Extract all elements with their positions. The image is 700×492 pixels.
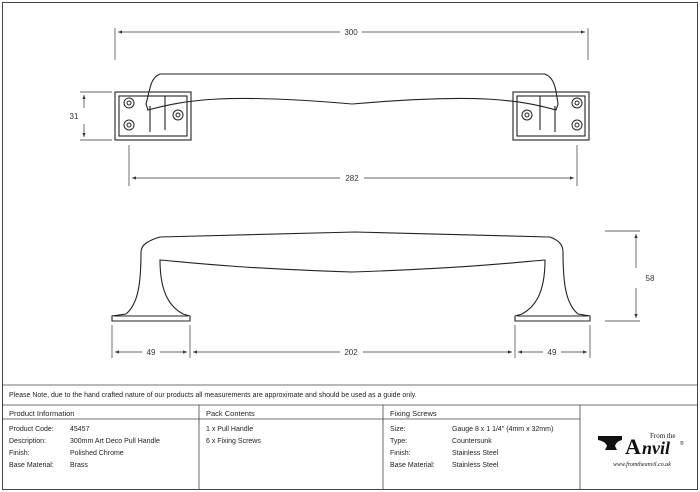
screw-material-label: Base Material: [390,462,435,469]
right-base-plate [513,92,589,140]
screw-type-label: Type: [390,438,408,445]
pack-item: 6 x Fixing Screws [206,438,261,445]
page-border [3,3,698,490]
logo-brand-initial: A [625,434,641,459]
dim-base-height-label: 31 [69,112,79,121]
description-value: 300mm Art Deco Pull Handle [70,438,160,445]
anvil-icon [598,436,622,450]
finish-value: Polished Chrome [70,450,124,457]
product-code-label: Product Code: [9,426,54,433]
top-view-grip [146,74,558,110]
screw-material-value: Stainless Steel [452,462,499,469]
dim-span-label: 202 [344,348,358,357]
logo-from-the: From the [650,432,676,440]
dim-fixing-centres-label: 282 [345,174,359,183]
base-material-label: Base Material: [9,462,54,469]
screw-size-value: Gauge 8 x 1 1/4" (4mm x 32mm) [452,426,554,433]
dim-projection [605,231,640,321]
from-the-anvil-logo [592,422,692,482]
dim-foot-right-label: 49 [547,348,557,357]
dim-projection-label: 58 [645,274,655,283]
side-view-handle [112,232,590,321]
base-material-value: Brass [70,462,88,469]
measurement-note: Please Note, due to the hand crafted nature of our products all measurements are approximate and should be used as a guide only. [9,392,417,399]
finish-label: Finish: [9,450,30,457]
dim-overall-length-label: 300 [344,28,358,37]
dim-foot-left-label: 49 [146,348,156,357]
pack-item: 1 x Pull Handle [206,426,254,433]
side-view-profile [112,232,590,321]
pack-contents-heading: Pack Contents [206,409,255,418]
product-information-heading: Product Information [9,409,75,418]
logo-brand-rest: nvil [642,438,671,458]
screw-finish-label: Finish: [390,450,411,457]
logo-registered: ® [680,441,684,447]
left-shank [150,96,165,132]
description-label: Description: [9,438,46,445]
screw-finish-value: Stainless Steel [452,450,499,457]
fixing-screws-heading: Fixing Screws [390,409,437,418]
screw-size-label: Size: [390,426,406,433]
product-code-value: 45457 [70,426,90,433]
top-view-handle [115,74,589,140]
right-shank [540,96,555,132]
screw-type-value: Countersunk [452,438,492,445]
dim-base-height [80,92,112,140]
logo-url: www.fromtheanvil.co.uk [613,462,671,468]
